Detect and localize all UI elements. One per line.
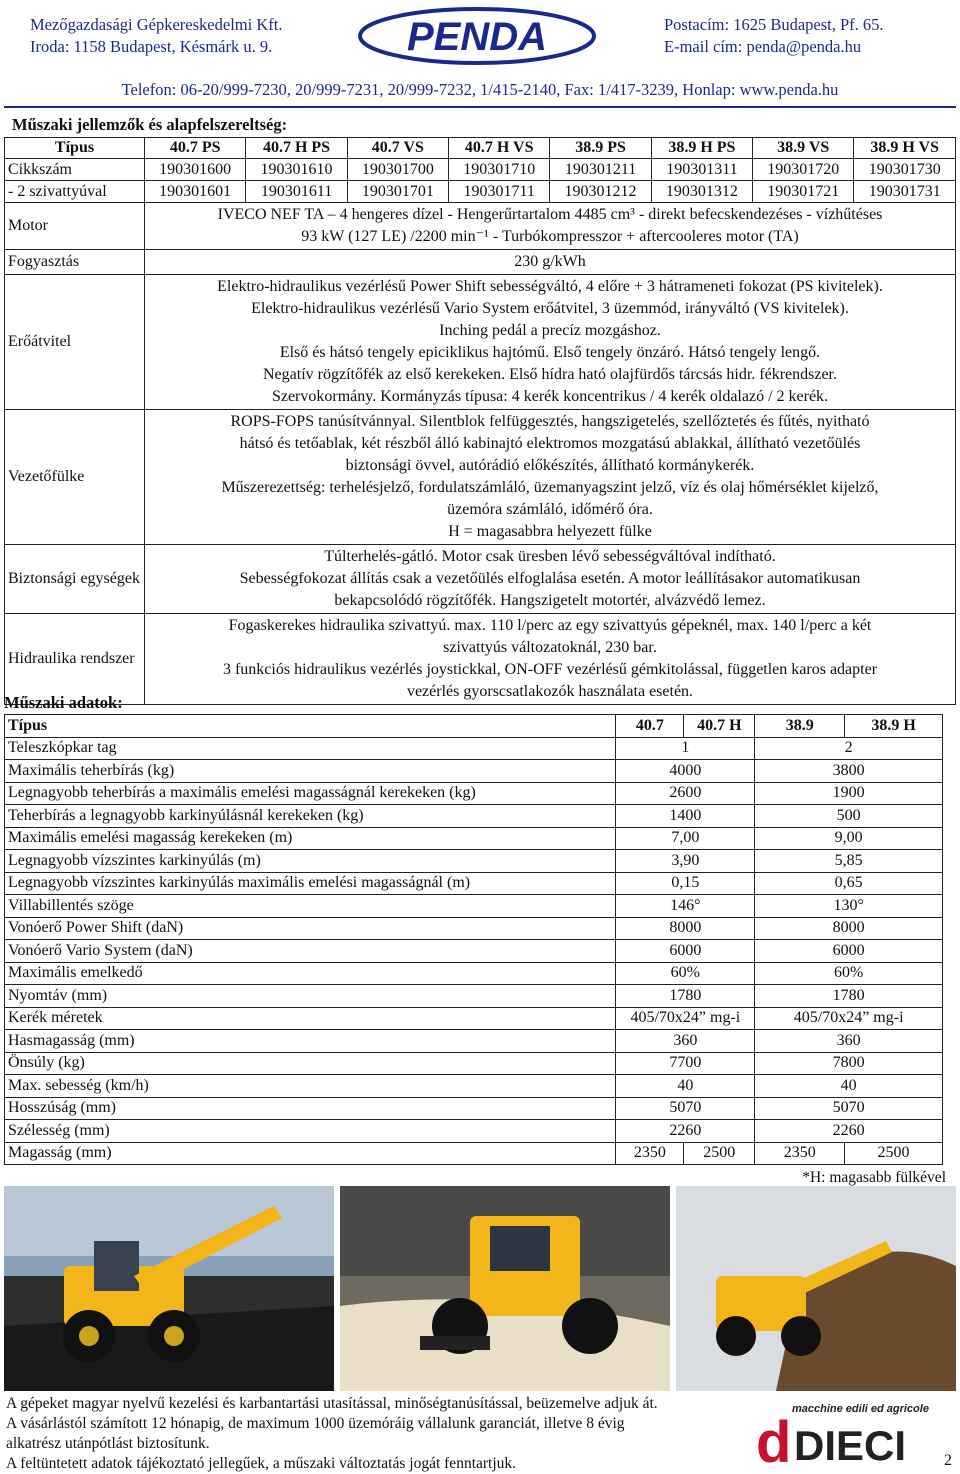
tech-value-38: 130° xyxy=(755,895,943,918)
tech-value-38: 40 xyxy=(755,1075,943,1098)
tech-value-40: 5070 xyxy=(616,1097,755,1120)
spec-line: Első és hátsó tengely epiciklikus hajtómű. Első tengely önzáró. Hátsó tengely lengő. xyxy=(279,344,821,361)
spec-row-content xyxy=(145,614,956,705)
cikk-cell: 190301610 xyxy=(246,159,347,181)
tech-value-38: 9,00 xyxy=(755,827,943,850)
type-label-cell: Típus xyxy=(5,138,145,159)
tech-row-label: Vonóerő Vario System (daN) xyxy=(5,940,616,963)
spec-line: ROPS-FOPS tanúsítvánnyal. Silentblok felfüggesztés, hangszigetelés, szellőztetés és fűtés, nyitható xyxy=(230,413,870,430)
tech-row-label: Hasmagasság (mm) xyxy=(5,1030,616,1053)
tech-value-38: 405/70x24” mg-i xyxy=(755,1007,943,1030)
tech-row-label: Nyomtáv (mm) xyxy=(5,985,616,1008)
tech-row-label: Max. sebesség (km/h) xyxy=(5,1075,616,1098)
tech-value: 2500 xyxy=(684,1142,755,1165)
tech-row-label: Vonóerő Power Shift (daN) xyxy=(5,917,616,940)
tech-value-40: 3,90 xyxy=(616,850,755,873)
spec-line: 3 funkciós hidraulikus vezérlés joystickkal, ON-OFF vezérlésű gémkitolással, független karos adapter xyxy=(222,661,878,678)
tech-value-38: 60% xyxy=(755,962,943,985)
tech-row-label: Hosszúság (mm) xyxy=(5,1097,616,1120)
tech-table xyxy=(4,714,943,1165)
tech-row-label: Önsúly (kg) xyxy=(5,1052,616,1075)
spec-line: Fogaskerekes hidraulika szivattyú. max. 110 l/perc az egy szivattyús gépeknél, max. 140 l/perc a két xyxy=(228,617,872,634)
spec-line: Túlterhelés-gátló. Motor csak üresben lévő sebességváltóval indítható. xyxy=(324,548,776,565)
tech-value: 2350 xyxy=(616,1142,684,1165)
cikk-cell: 190301700 xyxy=(347,159,448,181)
photo-telehandler-soil xyxy=(676,1186,956,1391)
tech-value-40: 0,15 xyxy=(616,872,755,895)
spec-line: vezérlés gyorscsatlakozók használata esetén. xyxy=(406,683,694,700)
tech-value-40: 6000 xyxy=(616,940,755,963)
pump-cell: 190301601 xyxy=(145,181,246,203)
tech-value-38: 1900 xyxy=(755,782,943,805)
tech-value-38: 7800 xyxy=(755,1052,943,1075)
spec-title: Műszaki jellemzők és alapfelszereltség: xyxy=(12,115,288,134)
phone-line: Telefon: 06-20/999-7230, 20/999-7231, 20/999-7232, 1/415-2140, Fax: 1/417-3239, Honlap: www.penda.hu xyxy=(121,80,839,99)
spec-line: Negatív rögzítőfék az első kerekeken. Első hídra ható olajfürdős tárcsás hidr. fékrendszer. xyxy=(262,366,837,383)
tech-title: Műszaki adatok: xyxy=(4,693,123,712)
pump-cell: 190301711 xyxy=(449,181,550,203)
pump-cell: 190301611 xyxy=(246,181,347,203)
company-name: Mezőgazdasági Gépkereskedelmi Kft. xyxy=(30,15,283,34)
photo-strip xyxy=(4,1186,956,1391)
svg-text:DIECI: DIECI xyxy=(794,1422,907,1468)
footer-text xyxy=(6,1394,658,1474)
tech-header-cell: 40.7 xyxy=(616,715,684,738)
company-info xyxy=(30,14,282,58)
tech-row-label: Villabillentés szöge xyxy=(5,895,616,918)
spec-line: Elektro-hidraulikus vezérlésű Power Shift sebességváltó, 4 előre + 3 hátrameneti fokozat (PS kivitelek). xyxy=(217,278,883,295)
tech-value-40: 8000 xyxy=(616,917,755,940)
tech-value-38: 1780 xyxy=(755,985,943,1008)
tech-value: 2350 xyxy=(755,1142,845,1165)
footer-line: A gépeket magyar nyelvű kezelési és karbantartási utasítással, minőségtanúsítással, beüzemelve adjuk át. xyxy=(6,1395,658,1412)
spec-line: 93 kW (127 LE) /2200 min⁻¹ - Turbókompresszor + aftercooleres motor (TA) xyxy=(301,228,799,245)
type-cell: 38.9 H VS xyxy=(854,138,956,159)
tech-value-40: 7700 xyxy=(616,1052,755,1075)
tech-value-38: 6000 xyxy=(755,940,943,963)
tech-value-40: 1400 xyxy=(616,805,755,828)
cikk-cell: 190301311 xyxy=(651,159,752,181)
cikk-label-cell: Cikkszám xyxy=(5,159,145,181)
tech-value-40: 2260 xyxy=(616,1120,755,1143)
pump-cell: 190301212 xyxy=(550,181,651,203)
cikk-cell: 190301211 xyxy=(550,159,651,181)
footer-line: A feltüntetett adatok tájékoztató jellegűek, a műszaki változtatás jogát fenntartjuk. xyxy=(6,1455,517,1472)
tech-value-38: 360 xyxy=(755,1030,943,1053)
tech-row-label: Maximális teherbírás (kg) xyxy=(5,760,616,783)
pump-cell: 190301731 xyxy=(854,181,956,203)
type-cell: 40.7 H PS xyxy=(246,138,347,159)
spec-row-label: Fogyasztás xyxy=(5,250,145,275)
pump-cell: 190301701 xyxy=(347,181,448,203)
footer-line: alkatrész utánpótlást biztosítunk. xyxy=(6,1435,210,1452)
photo-telehandler-field xyxy=(4,1186,334,1391)
svg-text:macchine edili ed agricole: macchine edili ed agricole xyxy=(792,1403,929,1415)
footer-line: A vásárlástól számított 12 hónapig, de maximum 1000 üzemóráig vállalunk garanciát, illetve 8 évig xyxy=(6,1415,625,1432)
spec-row-content xyxy=(145,203,956,250)
cikk-cell: 190301720 xyxy=(753,159,854,181)
type-cell: 40.7 PS xyxy=(145,138,246,159)
cikk-cell: 190301600 xyxy=(145,159,246,181)
pump-cell: 190301721 xyxy=(753,181,854,203)
tech-header-cell: 40.7 H xyxy=(684,715,755,738)
spec-line: üzemóra számláló, időmérő óra. xyxy=(447,501,653,518)
spec-row-label: Motor xyxy=(5,203,145,250)
tech-row-label: Legnagyobb teherbírás a maximális emelési magasságnál kerekeken (kg) xyxy=(5,782,616,805)
email-address: E-mail cím: penda@penda.hu xyxy=(664,37,862,56)
cikk-cell: 190301710 xyxy=(449,159,550,181)
tech-row-label: Legnagyobb vízszintes karkinyúlás maximális emelési magasságnál (m) xyxy=(5,872,616,895)
spec-row-content xyxy=(145,250,956,275)
cikk-cell: 190301730 xyxy=(854,159,956,181)
tech-value-40: 360 xyxy=(616,1030,755,1053)
tech-value-40: 4000 xyxy=(616,760,755,783)
type-cell: 38.9 VS xyxy=(753,138,854,159)
tech-value-38: 5,85 xyxy=(755,850,943,873)
tech-row-label: Maximális emelkedő xyxy=(5,962,616,985)
type-cell: 38.9 H PS xyxy=(651,138,752,159)
tech-value-40: 1 xyxy=(616,737,755,760)
pump-label-cell: - 2 szivattyúval xyxy=(5,181,145,203)
tech-value-40: 7,00 xyxy=(616,827,755,850)
spec-line: Inching pedál a precíz mozgáshoz. xyxy=(439,322,661,339)
tech-row-label: Magasság (mm) xyxy=(5,1142,616,1165)
spec-line: Műszerezettség: terhelésjelző, fordulatszámláló, üzemanyagszint jelző, víz és olaj hőmérséklet kijelző, xyxy=(221,479,879,496)
tech-value-40: 40 xyxy=(616,1075,755,1098)
spec-table xyxy=(4,137,956,705)
spec-line: biztonsági övvel, autórádió előkészítés, állítható kormánykerék. xyxy=(345,457,755,474)
spec-line: Sebességfokozat állítás csak a vezetőülés elfoglalása esetén. A motor leállításakor automatikusan xyxy=(239,570,861,587)
page-number: 2 xyxy=(944,1452,952,1469)
tech-row-label: Szélesség (mm) xyxy=(5,1120,616,1143)
svg-text:d: d xyxy=(756,1410,792,1468)
spec-row-content xyxy=(145,410,956,545)
tech-row-label: Maximális emelési magasság kerekeken (m) xyxy=(5,827,616,850)
tech-row-label: Kerék méretek xyxy=(5,1007,616,1030)
spec-line: hátsó és tetőablak, két részből álló kabinajtó elektromos mozgatású ablakkal, állítható vezetőülés xyxy=(239,435,861,452)
spec-row-label: Vezetőfülke xyxy=(5,410,145,545)
contact-info xyxy=(664,14,884,58)
tech-value-38: 2260 xyxy=(755,1120,943,1143)
type-cell: 38.9 PS xyxy=(550,138,651,159)
spec-row-label: Hidraulika rendszer xyxy=(5,614,145,705)
svg-text:PENDA: PENDA xyxy=(406,15,548,59)
tech-value-38: 500 xyxy=(755,805,943,828)
tech-value-40: 2600 xyxy=(616,782,755,805)
tech-row-label: Teherbírás a legnagyobb karkinyúlásnál kerekeken (kg) xyxy=(5,805,616,828)
type-cell: 40.7 VS xyxy=(347,138,448,159)
tech-value-40: 1780 xyxy=(616,985,755,1008)
tech-value-38: 2 xyxy=(755,737,943,760)
spec-line: 230 g/kWh xyxy=(514,253,586,270)
spec-line: IVECO NEF TA – 4 hengeres dízel - Hengerűrtartalom 4485 cm³ - direkt befecskendezéses - vízhűtéses xyxy=(217,206,883,223)
spec-row-label: Erőátvitel xyxy=(5,275,145,410)
type-cell: 40.7 H VS xyxy=(449,138,550,159)
footnote: *H: magasabb fülkével xyxy=(802,1169,946,1186)
spec-row-content xyxy=(145,545,956,614)
spec-line: H = magasabbra helyezett fülke xyxy=(448,523,652,540)
spec-line: bekapcsolódó rögzítőfék. Hangszigetelt motortér, alvázvédő lemez. xyxy=(334,592,766,609)
pump-cell: 190301312 xyxy=(651,181,752,203)
spec-line: szivattyús változatoknál, 230 bar. xyxy=(443,639,657,656)
tech-value-38: 5070 xyxy=(755,1097,943,1120)
tech-row-label: Legnagyobb vízszintes karkinyúlás (m) xyxy=(5,850,616,873)
tech-header-cell: Típus xyxy=(5,715,616,738)
spec-line: Elektro-hidraulikus vezérlésű Vario System erőátvitel, 3 üzemmód, irányváltó (VS kivitelek). xyxy=(251,300,849,317)
header-divider xyxy=(4,106,956,108)
spec-row-content xyxy=(145,275,956,410)
postal-address: Postacím: 1625 Budapest, Pf. 65. xyxy=(664,15,884,34)
tech-value-40: 60% xyxy=(616,962,755,985)
tech-row-label: Teleszkópkar tag xyxy=(5,737,616,760)
penda-logo xyxy=(357,6,597,66)
spec-row-label: Biztonsági egységek xyxy=(5,545,145,614)
tech-value: 2500 xyxy=(845,1142,943,1165)
tech-value-40: 405/70x24” mg-i xyxy=(616,1007,755,1030)
tech-header-cell: 38.9 xyxy=(755,715,845,738)
tech-header-cell: 38.9 H xyxy=(845,715,943,738)
spec-line: Szervokormány. Kormányzás típusa: 4 kerék koncentrikus / 4 kerék oldalazó / 2 kerék. xyxy=(271,388,829,405)
tech-value-40: 146° xyxy=(616,895,755,918)
office-address: Iroda: 1158 Budapest, Késmárk u. 9. xyxy=(30,37,273,56)
photo-telehandler-sand xyxy=(340,1186,670,1391)
dieci-logo xyxy=(752,1398,942,1468)
tech-value-38: 0,65 xyxy=(755,872,943,895)
tech-value-38: 3800 xyxy=(755,760,943,783)
tech-value-38: 8000 xyxy=(755,917,943,940)
